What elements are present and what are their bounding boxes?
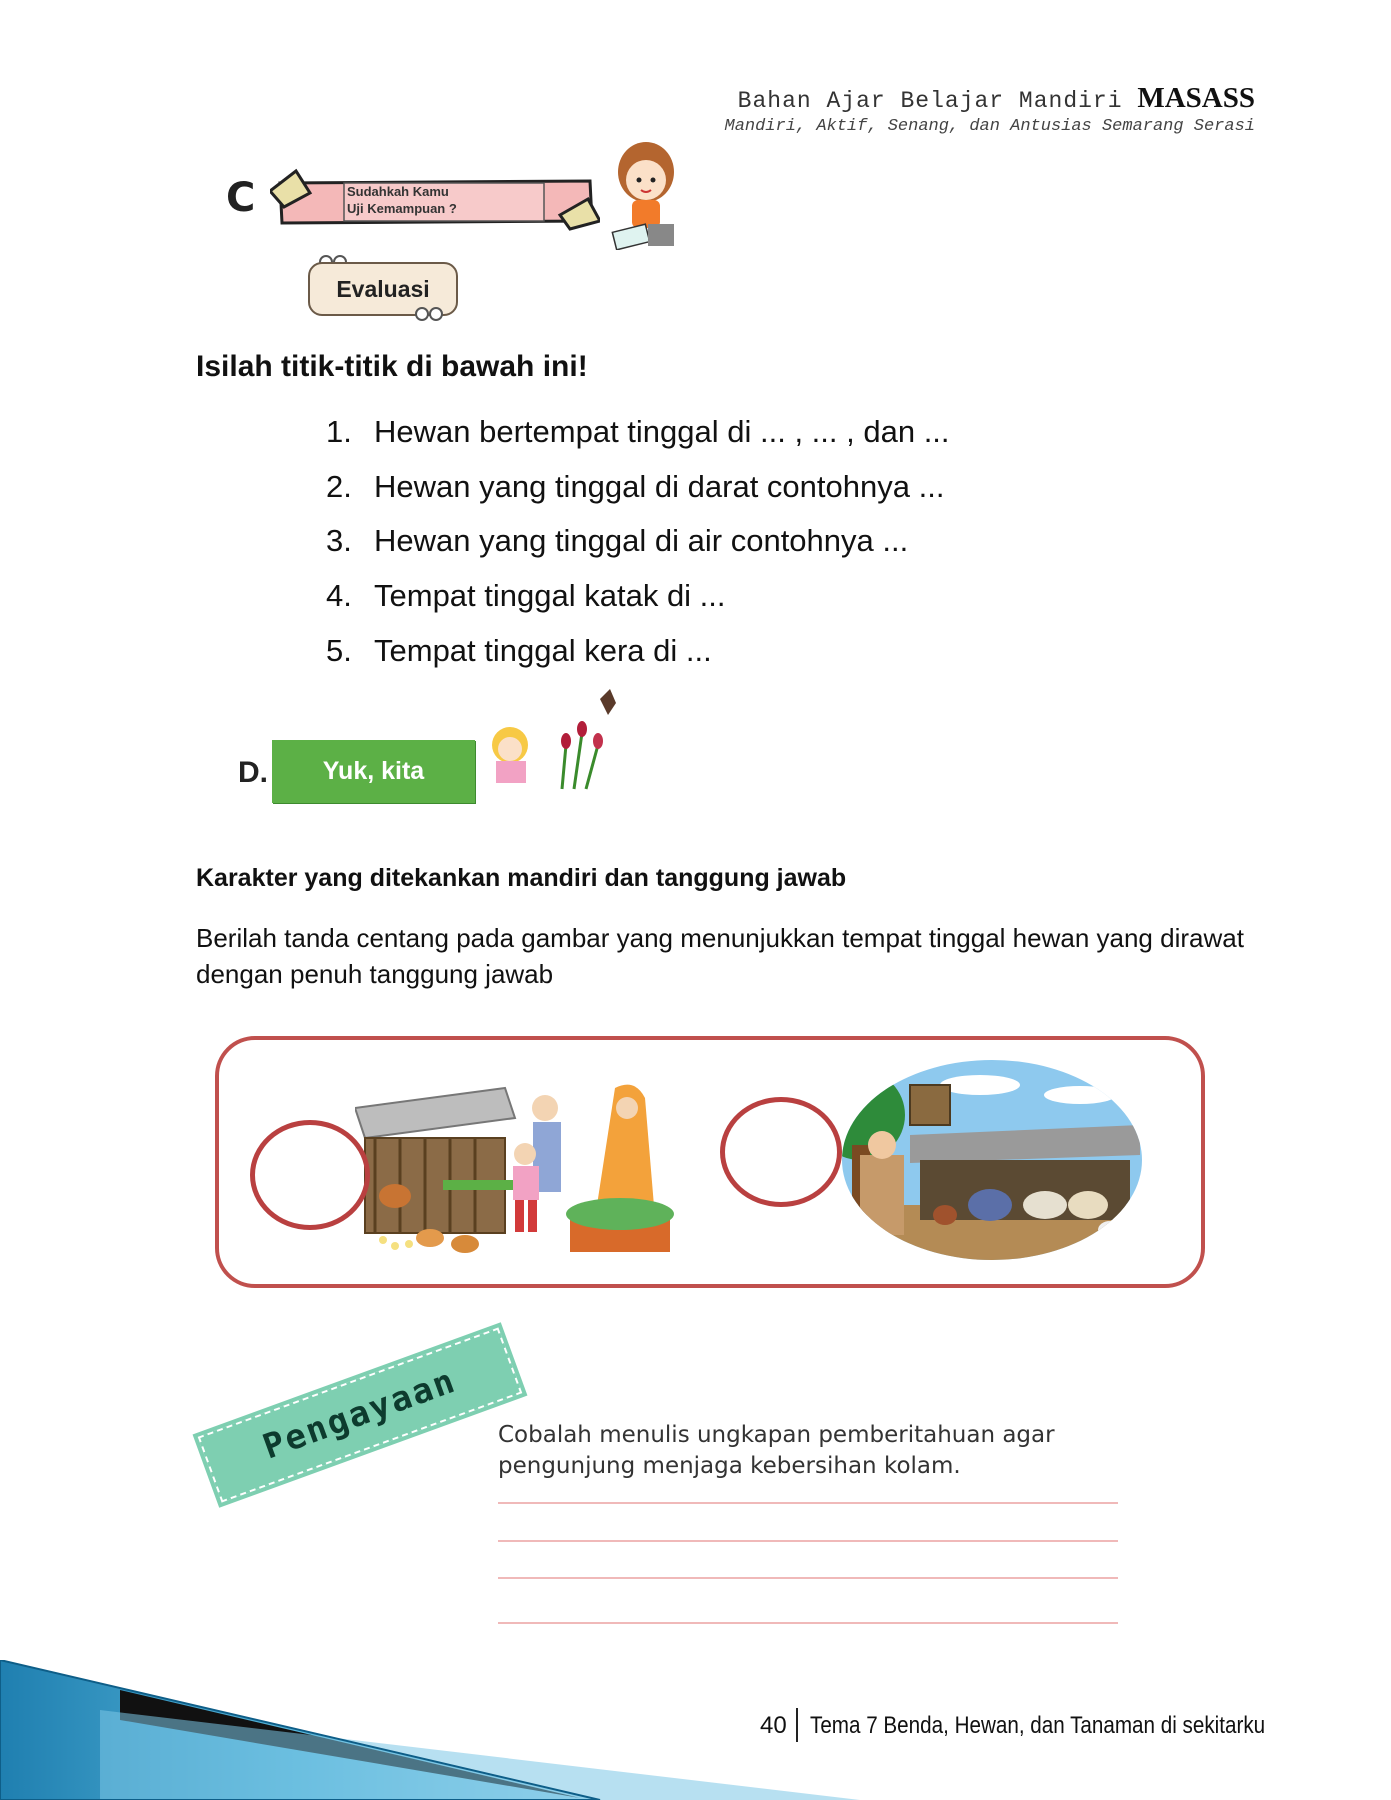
refleksi-banner: Yuk, kita Refleksi: [272, 740, 475, 803]
section-d-letter: D.: [238, 756, 268, 789]
chicken-coop-illustration: [355, 1068, 685, 1258]
writing-line[interactable]: [498, 1540, 1118, 1542]
banner-line-1: Sudahkah Kamu: [347, 184, 449, 199]
question-item: [326, 523, 908, 559]
question-number: 4.: [326, 578, 352, 613]
banner-line-2: Uji Kemampuan ?: [347, 201, 457, 216]
checkmark-circle-1[interactable]: [250, 1120, 370, 1230]
question-item: [326, 578, 726, 614]
question-number: 1.: [326, 414, 352, 449]
pengayaan-ribbon: [198, 1327, 523, 1502]
question-text: Hewan bertempat tinggal di ... , ... , dan ...: [374, 414, 950, 449]
footer-separator: [796, 1708, 798, 1742]
question-number: 5.: [326, 633, 352, 668]
question-item: [326, 469, 944, 505]
question-item: [326, 414, 950, 450]
refleksi-instruction: Berilah tanda centang pada gambar yang menunjukkan tempat tinggal hewan yang dirawat dengan penuh tanggung jawab: [196, 923, 1244, 989]
question-number: 3.: [326, 523, 352, 558]
barn-animals-illustration: [840, 1055, 1145, 1265]
evaluasi-label: Evaluasi: [308, 262, 458, 316]
quote-icon: [410, 306, 450, 322]
girl-reading-illustration: [608, 140, 683, 250]
question-text: Hewan yang tinggal di air contohnya ...: [374, 523, 909, 558]
pengayaan-label: Pengayaan: [257, 1360, 462, 1468]
uji-kemampuan-text: [347, 183, 547, 217]
footer-title: Tema 7 Benda, Hewan, dan Tanaman di sekitarku: [810, 1712, 1266, 1739]
header-brand: MASASS: [1137, 82, 1255, 114]
question-text: Tempat tinggal katak di ...: [374, 578, 726, 613]
header-title: [738, 82, 1255, 115]
question-text: Hewan yang tinggal di darat contohnya ...: [374, 469, 945, 504]
section-c-letter: C: [226, 175, 256, 221]
header-subtitle: Mandiri, Aktif, Senang, dan Antusias Semarang Serasi: [724, 117, 1255, 136]
question-number: 2.: [326, 469, 352, 504]
pengayaan-instruction: [498, 1420, 1118, 1482]
page-number: 40: [760, 1712, 787, 1739]
checkmark-circle-2[interactable]: [720, 1097, 842, 1207]
header-title-prefix: Bahan Ajar Belajar Mandiri: [737, 88, 1123, 114]
girl-flowers-illustration: [482, 685, 622, 795]
writing-line[interactable]: [498, 1622, 1118, 1624]
pengayaan-line-2: pengunjung menjaga kebersihan kolam.: [498, 1453, 961, 1479]
section-c-instruction: Isilah titik-titik di bawah ini!: [196, 350, 588, 383]
question-item: [326, 633, 712, 669]
writing-line[interactable]: [498, 1502, 1118, 1504]
question-text: Tempat tinggal kera di ...: [374, 633, 712, 668]
karakter-heading: Karakter yang ditekankan mandiri dan tanggung jawab: [196, 864, 847, 892]
pengayaan-line-1: Cobalah menulis ungkapan pemberitahuan agar: [498, 1422, 1055, 1448]
writing-line[interactable]: [498, 1577, 1118, 1579]
